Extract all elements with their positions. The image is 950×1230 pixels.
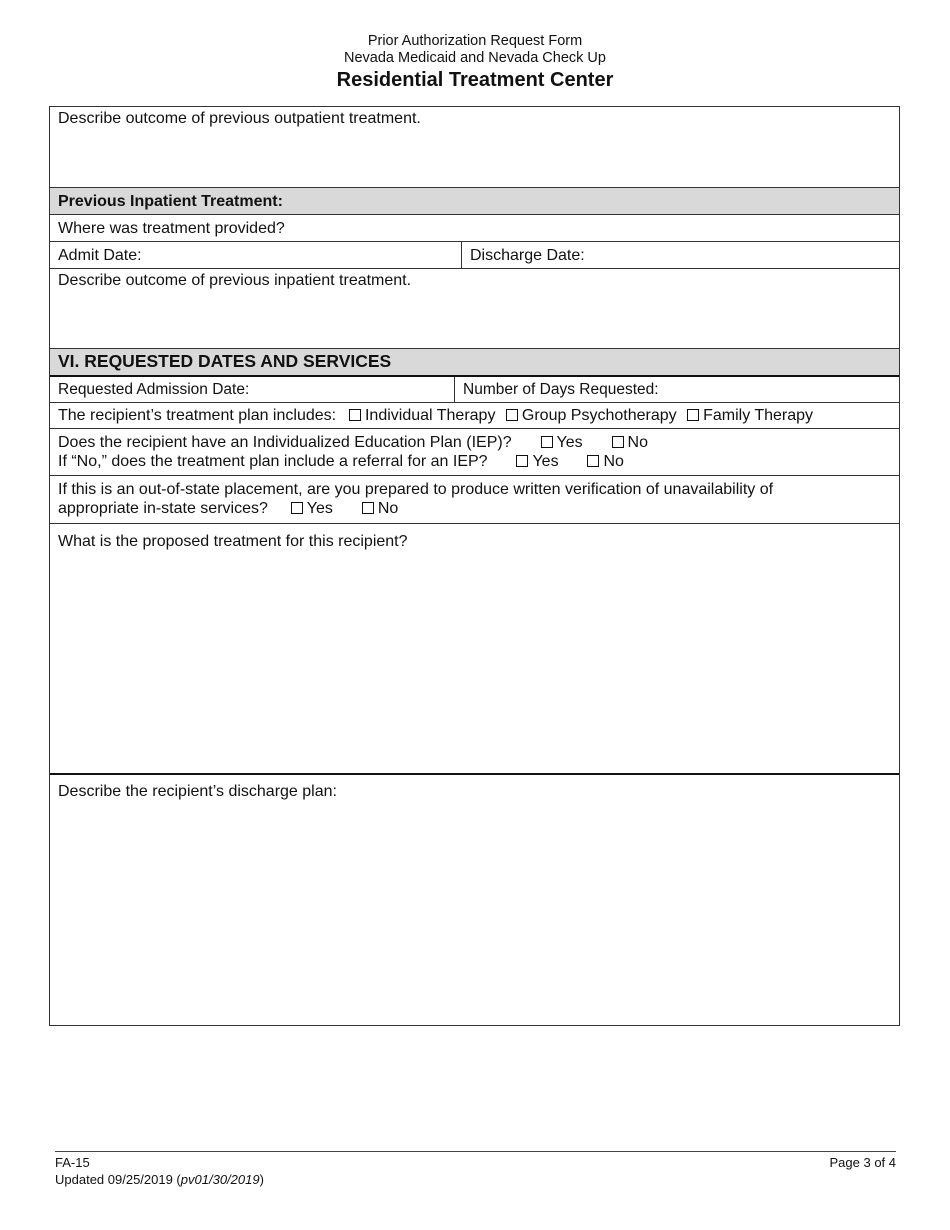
header-line-2: Nevada Medicaid and Nevada Check Up (344, 50, 606, 66)
individual-therapy-checkbox[interactable] (349, 409, 361, 421)
group-psychotherapy-checkbox[interactable] (506, 409, 518, 421)
out-of-state-yes-checkbox[interactable] (291, 502, 303, 514)
requested-heading-row (50, 349, 899, 377)
inpatient-dates-row (50, 242, 899, 269)
outpatient-outcome-label: Describe outcome of previous outpatient treatment. (58, 110, 421, 127)
page-footer (55, 1151, 896, 1187)
group-psychotherapy-label: Group Psychotherapy (521, 407, 677, 424)
iep-yes-checkbox[interactable] (541, 436, 553, 448)
out-of-state-yes-label: Yes (306, 500, 333, 517)
discharge-date-field[interactable] (462, 242, 899, 268)
inpatient-outcome-label: Describe outcome of previous inpatient treatment. (58, 272, 412, 289)
requested-admission-field[interactable] (50, 377, 455, 402)
iep-question: Does the recipient have an Individualized Education Plan (IEP)? (58, 434, 512, 451)
iep-referral-no-checkbox[interactable] (587, 455, 599, 467)
iep-no-checkbox[interactable] (612, 436, 624, 448)
out-of-state-row (50, 476, 899, 524)
requested-heading: VI. REQUESTED DATES AND SERVICES (58, 351, 392, 371)
days-requested-field[interactable] (455, 377, 899, 402)
proposed-treatment-label: What is the proposed treatment for this recipient? (58, 533, 408, 550)
out-of-state-no-checkbox[interactable] (362, 502, 374, 514)
iep-referral-question: If “No,” does the treatment plan include a referral for an IEP? (58, 453, 488, 470)
family-therapy-label: Family Therapy (703, 407, 814, 424)
iep-referral-no-label: No (603, 453, 624, 470)
header-line-1: Prior Authorization Request Form (367, 33, 583, 49)
requested-dates-row (50, 377, 899, 403)
page-title: Residential Treatment Center (336, 69, 614, 91)
out-of-state-question-cont: appropriate in-state services? (58, 500, 268, 517)
form-header (0, 33, 950, 94)
inpatient-outcome-field[interactable] (50, 269, 899, 349)
iep-referral-yes-label: Yes (532, 453, 559, 470)
days-requested-label: Number of Days Requested: (463, 381, 659, 398)
requested-admission-label: Requested Admission Date: (58, 381, 250, 398)
form-id: FA-15 (55, 1155, 90, 1170)
updated-date: Updated 09/25/2019 (pv01/30/2019) (55, 1172, 264, 1187)
proposed-treatment-field[interactable] (50, 524, 899, 775)
admit-date-label: Admit Date: (58, 247, 142, 264)
outpatient-outcome-field[interactable] (50, 107, 899, 188)
inpatient-where-field[interactable] (50, 215, 899, 242)
iep-row (50, 429, 899, 476)
page-number: Page 3 of 4 (829, 1155, 896, 1170)
individual-therapy-label: Individual Therapy (364, 407, 496, 424)
iep-referral-yes-checkbox[interactable] (516, 455, 528, 467)
inpatient-heading-row (50, 188, 899, 215)
iep-no-label: No (627, 434, 648, 451)
iep-yes-label: Yes (556, 434, 583, 451)
inpatient-where-label: Where was treatment provided? (58, 220, 285, 237)
treatment-plan-label: The recipient’s treatment plan includes: (58, 407, 337, 424)
family-therapy-checkbox[interactable] (687, 409, 699, 421)
admit-date-field[interactable] (50, 242, 462, 268)
treatment-plan-row (50, 403, 899, 429)
inpatient-heading: Previous Inpatient Treatment: (58, 193, 283, 210)
discharge-date-label: Discharge Date: (470, 247, 585, 264)
out-of-state-no-label: No (377, 500, 399, 517)
out-of-state-question: If this is an out-of-state placement, are you prepared to produce written verification of unavailability of (58, 481, 774, 498)
form-table (49, 106, 900, 1026)
discharge-plan-label: Describe the recipient’s discharge plan: (58, 783, 337, 800)
discharge-plan-field[interactable] (50, 775, 899, 1025)
